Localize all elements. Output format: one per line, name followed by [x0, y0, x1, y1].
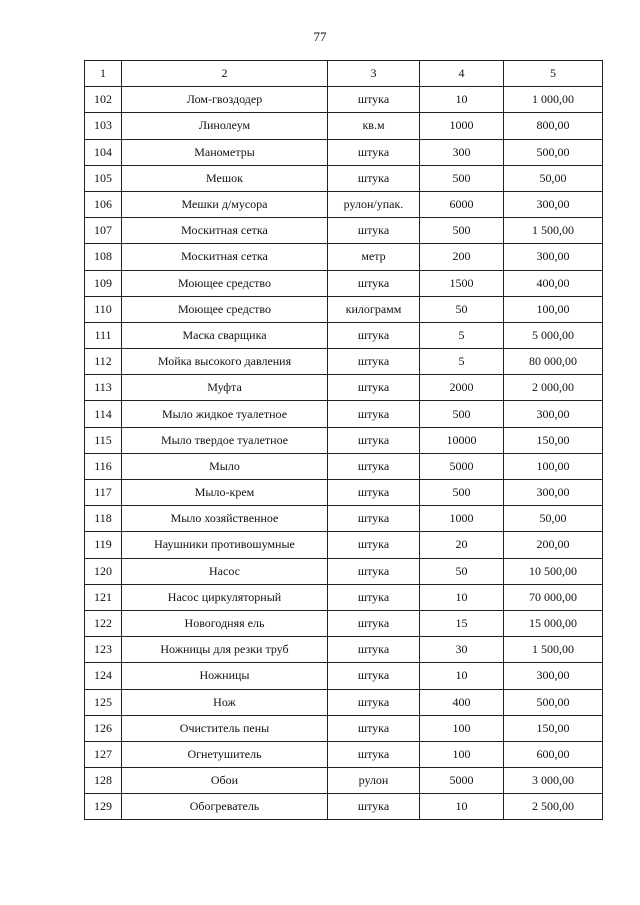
item-name-cell: Мыло твердое туалетное: [122, 427, 328, 453]
table-row: [85, 218, 603, 244]
item-name-cell: Огнетушитель: [122, 741, 328, 767]
header-cell: 2: [122, 61, 328, 87]
price-cell: 300,00: [504, 480, 603, 506]
price-cell: 1 000,00: [504, 87, 603, 113]
table-row: [85, 113, 603, 139]
price-cell: 100,00: [504, 453, 603, 479]
row-number-cell: 102: [85, 87, 122, 113]
item-name-cell: Мыло: [122, 453, 328, 479]
row-number-cell: 124: [85, 663, 122, 689]
unit-cell: штука: [328, 349, 420, 375]
quantity-cell: 10: [420, 794, 504, 820]
item-name-cell: Мешки д/мусора: [122, 191, 328, 217]
item-name-cell: Мыло жидкое туалетное: [122, 401, 328, 427]
unit-cell: кв.м: [328, 113, 420, 139]
unit-cell: штука: [328, 584, 420, 610]
price-cell: 400,00: [504, 270, 603, 296]
row-number-cell: 104: [85, 139, 122, 165]
table-row: [85, 87, 603, 113]
price-cell: 300,00: [504, 191, 603, 217]
quantity-cell: 1500: [420, 270, 504, 296]
table-row: [85, 349, 603, 375]
unit-cell: килограмм: [328, 296, 420, 322]
table-row: [85, 794, 603, 820]
row-number-cell: 111: [85, 322, 122, 348]
table-row: [85, 506, 603, 532]
price-cell: 500,00: [504, 689, 603, 715]
price-cell: 100,00: [504, 296, 603, 322]
table-row: [85, 453, 603, 479]
table-row: [85, 741, 603, 767]
price-cell: 500,00: [504, 139, 603, 165]
item-name-cell: Лом-гвоздодер: [122, 87, 328, 113]
item-name-cell: Мыло-крем: [122, 480, 328, 506]
unit-cell: штука: [328, 637, 420, 663]
quantity-cell: 100: [420, 715, 504, 741]
item-name-cell: Насос циркуляторный: [122, 584, 328, 610]
table-row: [85, 427, 603, 453]
unit-cell: рулон/упак.: [328, 191, 420, 217]
table-row: [85, 715, 603, 741]
unit-cell: штука: [328, 689, 420, 715]
header-cell: 3: [328, 61, 420, 87]
quantity-cell: 300: [420, 139, 504, 165]
row-number-cell: 109: [85, 270, 122, 296]
table-row: [85, 532, 603, 558]
row-number-cell: 119: [85, 532, 122, 558]
table-row: [85, 270, 603, 296]
item-name-cell: Маска сварщика: [122, 322, 328, 348]
table-row: [85, 191, 603, 217]
table-row: [85, 375, 603, 401]
price-cell: 150,00: [504, 715, 603, 741]
row-number-cell: 127: [85, 741, 122, 767]
price-cell: 300,00: [504, 244, 603, 270]
row-number-cell: 123: [85, 637, 122, 663]
table-row: [85, 689, 603, 715]
unit-cell: штука: [328, 532, 420, 558]
unit-cell: штука: [328, 87, 420, 113]
quantity-cell: 30: [420, 637, 504, 663]
quantity-cell: 10: [420, 584, 504, 610]
price-cell: 50,00: [504, 506, 603, 532]
unit-cell: штука: [328, 663, 420, 689]
unit-cell: метр: [328, 244, 420, 270]
unit-cell: штука: [328, 401, 420, 427]
item-name-cell: Ножницы: [122, 663, 328, 689]
row-number-cell: 122: [85, 610, 122, 636]
quantity-cell: 500: [420, 165, 504, 191]
table-row: [85, 480, 603, 506]
row-number-cell: 107: [85, 218, 122, 244]
item-name-cell: Манометры: [122, 139, 328, 165]
quantity-cell: 10000: [420, 427, 504, 453]
quantity-cell: 500: [420, 218, 504, 244]
table-row: [85, 296, 603, 322]
header-cell: 1: [85, 61, 122, 87]
unit-cell: штука: [328, 270, 420, 296]
item-name-cell: Наушники противошумные: [122, 532, 328, 558]
item-name-cell: Москитная сетка: [122, 218, 328, 244]
row-number-cell: 110: [85, 296, 122, 322]
unit-cell: штука: [328, 741, 420, 767]
item-name-cell: Линолеум: [122, 113, 328, 139]
price-cell: 10 500,00: [504, 558, 603, 584]
item-name-cell: Мыло хозяйственное: [122, 506, 328, 532]
unit-cell: штука: [328, 794, 420, 820]
price-cell: 200,00: [504, 532, 603, 558]
unit-cell: штука: [328, 139, 420, 165]
price-cell: 800,00: [504, 113, 603, 139]
item-name-cell: Москитная сетка: [122, 244, 328, 270]
price-cell: 50,00: [504, 165, 603, 191]
quantity-cell: 500: [420, 480, 504, 506]
table-body: [85, 87, 603, 820]
row-number-cell: 121: [85, 584, 122, 610]
quantity-cell: 5: [420, 322, 504, 348]
item-name-cell: Ножницы для резки труб: [122, 637, 328, 663]
item-name-cell: Нож: [122, 689, 328, 715]
row-number-cell: 126: [85, 715, 122, 741]
row-number-cell: 117: [85, 480, 122, 506]
quantity-cell: 100: [420, 741, 504, 767]
row-number-cell: 105: [85, 165, 122, 191]
row-number-cell: 108: [85, 244, 122, 270]
row-number-cell: 125: [85, 689, 122, 715]
item-name-cell: Моющее средство: [122, 296, 328, 322]
quantity-cell: 50: [420, 558, 504, 584]
price-cell: 2 000,00: [504, 375, 603, 401]
unit-cell: штука: [328, 165, 420, 191]
table-row: [85, 322, 603, 348]
table-row: [85, 768, 603, 794]
price-cell: 70 000,00: [504, 584, 603, 610]
quantity-cell: 200: [420, 244, 504, 270]
table-row: [85, 165, 603, 191]
price-cell: 15 000,00: [504, 610, 603, 636]
quantity-cell: 400: [420, 689, 504, 715]
quantity-cell: 20: [420, 532, 504, 558]
quantity-cell: 5000: [420, 768, 504, 794]
unit-cell: штука: [328, 506, 420, 532]
price-cell: 150,00: [504, 427, 603, 453]
row-number-cell: 103: [85, 113, 122, 139]
item-name-cell: Насос: [122, 558, 328, 584]
quantity-cell: 5000: [420, 453, 504, 479]
price-cell: 300,00: [504, 663, 603, 689]
item-name-cell: Обогреватель: [122, 794, 328, 820]
item-name-cell: Муфта: [122, 375, 328, 401]
table-row: [85, 401, 603, 427]
price-cell: 1 500,00: [504, 218, 603, 244]
row-number-cell: 114: [85, 401, 122, 427]
unit-cell: штука: [328, 218, 420, 244]
item-name-cell: Очиститель пены: [122, 715, 328, 741]
header-cell: 5: [504, 61, 603, 87]
table-row: [85, 584, 603, 610]
price-cell: 1 500,00: [504, 637, 603, 663]
quantity-cell: 1000: [420, 506, 504, 532]
unit-cell: штука: [328, 558, 420, 584]
unit-cell: штука: [328, 610, 420, 636]
price-cell: 80 000,00: [504, 349, 603, 375]
row-number-cell: 128: [85, 768, 122, 794]
quantity-cell: 5: [420, 349, 504, 375]
quantity-cell: 10: [420, 87, 504, 113]
row-number-cell: 112: [85, 349, 122, 375]
price-cell: 600,00: [504, 741, 603, 767]
row-number-cell: 118: [85, 506, 122, 532]
price-cell: 300,00: [504, 401, 603, 427]
unit-cell: штука: [328, 480, 420, 506]
unit-cell: штука: [328, 453, 420, 479]
quantity-cell: 10: [420, 663, 504, 689]
table-row: [85, 558, 603, 584]
items-table: [84, 60, 603, 820]
quantity-cell: 500: [420, 401, 504, 427]
quantity-cell: 50: [420, 296, 504, 322]
quantity-cell: 6000: [420, 191, 504, 217]
table-row: [85, 139, 603, 165]
row-number-cell: 106: [85, 191, 122, 217]
row-number-cell: 115: [85, 427, 122, 453]
unit-cell: штука: [328, 322, 420, 348]
item-name-cell: Обои: [122, 768, 328, 794]
price-cell: 2 500,00: [504, 794, 603, 820]
quantity-cell: 2000: [420, 375, 504, 401]
item-name-cell: Мойка высокого давления: [122, 349, 328, 375]
row-number-cell: 113: [85, 375, 122, 401]
row-number-cell: 129: [85, 794, 122, 820]
quantity-cell: 1000: [420, 113, 504, 139]
unit-cell: рулон: [328, 768, 420, 794]
unit-cell: штука: [328, 375, 420, 401]
table-row: [85, 610, 603, 636]
row-number-cell: 116: [85, 453, 122, 479]
row-number-cell: 120: [85, 558, 122, 584]
table-row: [85, 637, 603, 663]
price-cell: 5 000,00: [504, 322, 603, 348]
unit-cell: штука: [328, 427, 420, 453]
header-cell: 4: [420, 61, 504, 87]
table-header-row: [85, 61, 603, 87]
page-number: 77: [313, 29, 327, 44]
unit-cell: штука: [328, 715, 420, 741]
item-name-cell: Новогодняя ель: [122, 610, 328, 636]
table-row: [85, 663, 603, 689]
table-row: [85, 244, 603, 270]
item-name-cell: Мешок: [122, 165, 328, 191]
item-name-cell: Моющее средство: [122, 270, 328, 296]
price-cell: 3 000,00: [504, 768, 603, 794]
quantity-cell: 15: [420, 610, 504, 636]
